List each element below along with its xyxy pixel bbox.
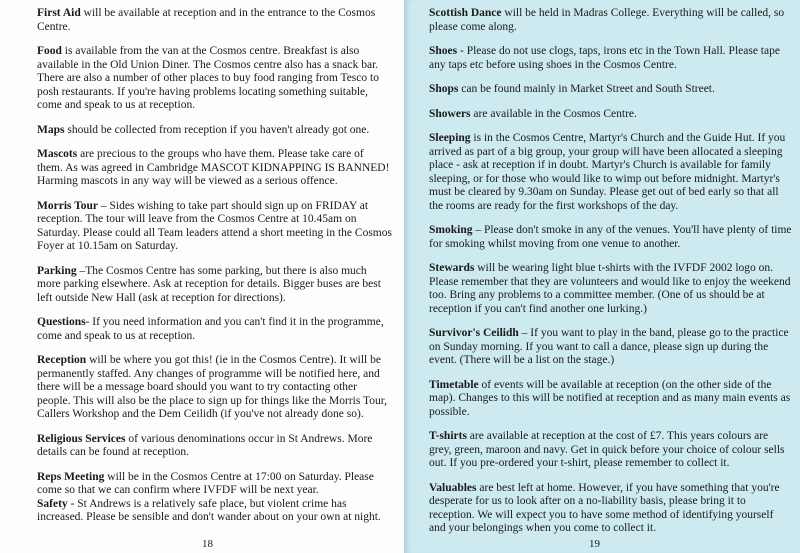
entry-text: will be held in Madras College. Everything will be called, so please come along. [429,7,785,33]
entry-reps-meeting [37,471,392,498]
entry-text: are precious to the groups who have them. Please take care of them. As was agreed in Cambridge MASCOT KIDNAPPING IS BANNED! Harming mascots in any way will be viewed as a serious offence. [37,148,390,187]
entry-stewards [429,262,792,316]
entry-text: should be collected from reception if you haven't already got one. [64,123,370,136]
entry-text: are best left at home. However, if you have something that you're desperate for us to look after on a no-liability basis, please bring it to reception. We will expect you to have some method of identifying yourself and your belongings when you come to collect it. [429,481,780,534]
entry-text: is available from the van at the Cosmos centre. Breakfast is also available in the Old Union Diner. The Cosmos centre also has a snack bar. There are also a number of other places to buy food ranging from Tesco to posh restaurants. If you're having problems locating something suitable, come and speak to us at reception. [37,45,379,111]
entry-shops [429,83,792,97]
entry-text: will be wearing light blue t-shirts with the IVFDF 2002 logo on. Please remember that they are volunteers and would like to enjoy the weekend too. Bring any problems to a committee member. (One of us should be at reception if you can't find another one lurking.) [429,262,791,315]
entry-shoes [429,45,792,72]
entry-text: are available at reception at the cost of £7. This years colours are grey, green, maroon and navy. Get in quick before your choice of colour sells out. If you pre-ordered your t-shirt, please remember to collect it. [429,430,785,469]
entry-text: - St Andrews is a relatively safe place, but violent crime has increased. Please be sensible and don't wander about on your own at night. [37,497,381,523]
entry-morris-tour [37,200,392,254]
entry-title: Maps [37,123,65,136]
entry-title: Shops [429,83,459,95]
entry-religious-services [37,433,392,460]
entry-text: will be available at reception and in the entrance to the Cosmos Centre. [37,7,376,33]
entry-title: Valuables [429,481,477,494]
entry-text: - If you need information and you can't find it in the programme, come and speak to us at reception. [37,316,384,342]
entry-title: First Aid [37,7,81,19]
entry-text: is in the Cosmos Centre, Martyr's Church and the Guide Hut. If you arrived as part of a big group, your group will have been allocated a sleeping place - ask at reception if in doubt. Martyr's Church is available for family sleeping, or for those who would like to wimp out before midnight. Martyr's must be cleared by 9.30am on Sunday. Please get out of bed early so that all the rooms are ready for the first workshops of the day. [429,132,786,212]
entry-text: - Please do not use clogs, taps, irons etc in the Town Hall. Please tape any taps etc before using shoes in the Cosmos Centre. [429,45,780,71]
right-page [404,0,800,553]
entry-text: –The Cosmos Centre has some parking, but there is also much more parking elsewhere. Ask at reception for details. Bigger buses are best left outside New Hall (ask at reception for directions). [37,264,381,304]
entry-smoking [429,224,792,251]
entry-title: Scottish Dance [429,7,502,19]
entry-title: Mascots [37,148,78,160]
entry-title: Stewards [429,262,475,274]
entry-text: of events will be available at reception (on the other side of the map). Changes to this will be notified at reception and as many main events as possible. [429,378,791,418]
entry-sleeping [429,132,792,213]
entry-title: Morris Tour [37,199,99,212]
entry-maps [37,124,392,138]
entry-title: Reception [37,354,87,366]
entry-mascots [37,148,392,189]
entry-title: Sleeping [429,132,471,144]
entry-survivors-ceilidh [429,327,792,368]
entry-food [37,45,392,113]
entry-valuables [429,482,792,536]
entry-title: Survivor's Ceilidh [429,327,519,339]
entry-title: Food [37,45,62,57]
entry-title: Reps Meeting [37,470,105,483]
page-number: 18 [202,538,213,550]
entry-scottish-dance [429,7,792,34]
entry-text: of various denominations occur in St Andrews. More details can be found at reception. [37,432,373,458]
entry-timetable [429,379,792,420]
entry-reception [37,354,392,422]
entry-title: Smoking [429,224,473,236]
entry-first-aid [37,7,392,34]
entry-showers [429,108,792,122]
entry-text: can be found mainly in Market Street and South Street. [458,83,715,95]
entry-title: Questions [37,316,86,328]
entry-title: T-shirts [429,430,467,442]
entry-safety [37,498,392,525]
entry-title: Timetable [429,378,479,391]
entry-title: Parking [37,264,77,277]
entry-questions [37,316,392,343]
entry-t-shirts [429,430,792,471]
entry-title: Shoes [429,45,458,57]
entry-text: will be in the Cosmos Centre at 17:00 on Saturday. Please come so that we can confirm where IVFDF will be next year. [37,470,374,496]
left-entries [37,7,392,525]
entry-text: – Sides wishing to take part should sign up on FRIDAY at reception. The tour will leave from the Cosmos Centre at 10.45am on Saturday. Please could all Team leaders attend a short meeting in the Cosmos Foyer at 10.15am on Saturday. [37,199,392,252]
entry-title: Showers [429,107,471,120]
entry-text: – If you want to play in the band, please go to the practice on Sunday morning. If you want to call a dance, please sign up during the event. (There will be a list on the stage.) [429,327,789,366]
entry-text: will be where you got this! (ie in the Cosmos Centre). It will be permanently staffed. Any changes of programme will be notified here, and there will be a message board should you want to try contacting other people. This will also be the place to sign up for things like the Morris Tour, Callers Workshop and the Dem Ceilidh (if you've not already done so). [37,354,387,420]
entry-title: Safety [37,497,68,510]
page-number: 19 [589,538,600,550]
entry-parking [37,265,392,306]
entry-text: are available in the Cosmos Centre. [470,107,637,120]
entry-text: – Please don't smoke in any of the venues. You'll have plenty of time for smoking whilst moving from one venue to another. [429,224,792,250]
right-entries [429,7,792,536]
entry-title: Religious Services [37,432,126,445]
